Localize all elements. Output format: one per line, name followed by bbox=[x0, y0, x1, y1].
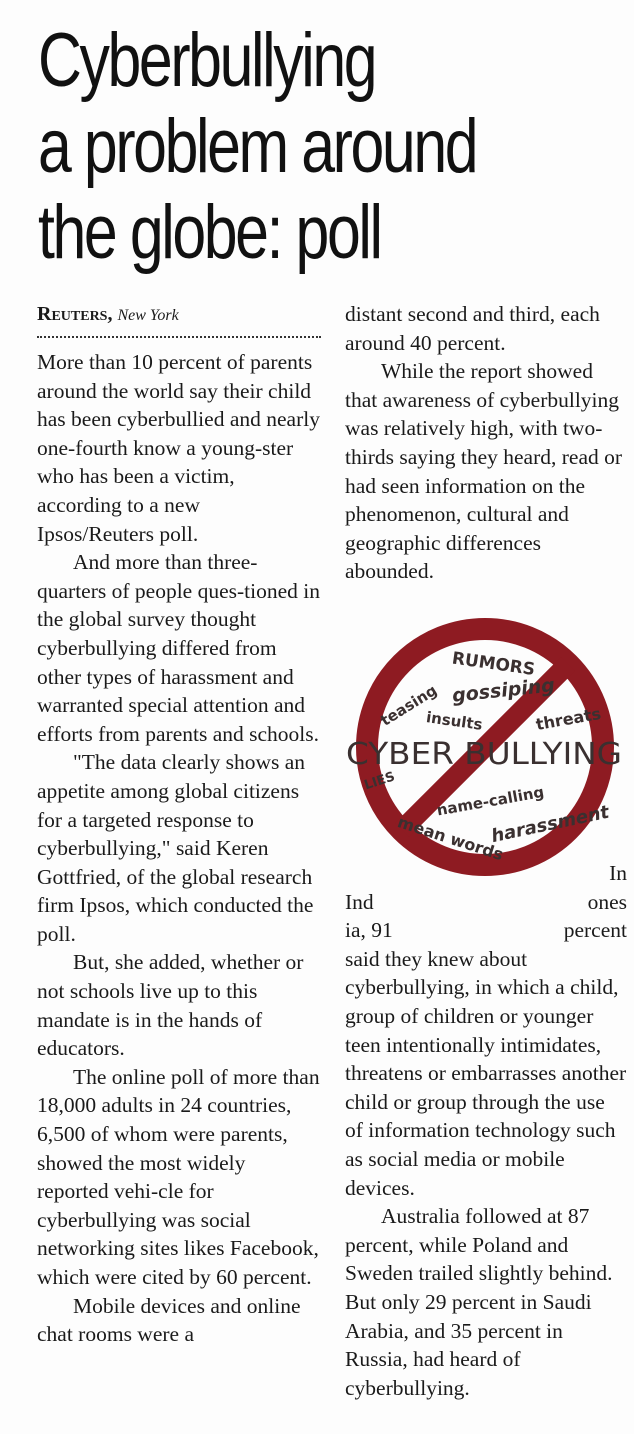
byline bbox=[37, 300, 321, 330]
article-right-column-top bbox=[345, 300, 627, 586]
word-threats: threats bbox=[534, 703, 603, 735]
wrap-line-2-right: percent bbox=[563, 918, 627, 943]
paragraph: And more than three-quarters of people ques-tioned in the global survey thought cyberbullying differed from other types of harassment and warranted special attention and efforts from parents and schools. bbox=[37, 550, 320, 746]
paragraph: The online poll of more than 18,000 adults in 24 countries, 6,500 of whom were parents, showed the most widely reported vehi-cle for cyberbullying was social networking sites likes Facebook, which were cited by 60 percent. bbox=[37, 1064, 320, 1289]
article-right-column-bottom bbox=[345, 859, 627, 1402]
article-left-column bbox=[37, 300, 321, 1349]
wrap-lead-in: In bbox=[609, 861, 627, 885]
wrap-line-1-right: ones bbox=[587, 889, 627, 914]
paragraph: distant second and third, each around 40 percent. bbox=[345, 302, 600, 355]
headline-line-1: Cyberbullying bbox=[38, 18, 376, 103]
wrap-line-1 bbox=[345, 888, 627, 917]
word-lies: LIES bbox=[362, 769, 397, 794]
word-name-calling: name-calling bbox=[435, 782, 546, 820]
byline-location: New York bbox=[117, 307, 179, 324]
word-harassment: harassment bbox=[489, 801, 611, 848]
paragraph: said they knew about cyberbullying, in which a child, group of children or younger teen intentionally intimidates, threatens or embarrasses another child or group through the use of information technology such as social media or mobile devices. bbox=[345, 946, 627, 1200]
headline-line-3: the globe: poll bbox=[38, 190, 381, 275]
wrap-line-2-left: ia, 91 bbox=[345, 918, 393, 943]
paragraph: But, she added, whether or not schools live up to this mandate is in the hands of educators. bbox=[37, 950, 304, 1061]
paragraph: Mobile devices and online chat rooms were a bbox=[37, 1293, 301, 1347]
byline-agency: Reuters, bbox=[37, 303, 113, 325]
byline-divider bbox=[37, 336, 321, 338]
word-rumors: RUMORS bbox=[450, 648, 537, 681]
paragraph: "The data clearly shows an appetite among global citizens for a targeted response to cyberbullying," said Keren Gottfried, of the global research firm Ipsos, which conducted the poll. bbox=[37, 750, 314, 946]
word-teasing: teasing bbox=[377, 681, 441, 730]
paragraph: More than 10 percent of parents around the world say their child has been cyberbullied and nearly one-fourth know a young-ster who has been a victim, according to a new Ipsos/Reuters poll. bbox=[37, 350, 320, 546]
paragraph: While the report showed that awareness of cyberbullying was relatively high, with two-thirds saying they heard, read or had seen information on the phenomenon, cultural and geographic differences abounded. bbox=[345, 359, 623, 584]
paragraph: Australia followed at 87 percent, while Poland and Sweden trailed slightly behind. But only 29 percent in Saudi Arabia, and 35 percent in Russia, had heard of cyberbullying. bbox=[345, 1204, 613, 1400]
word-insults: insults bbox=[425, 708, 484, 734]
headline bbox=[38, 18, 510, 276]
word-cyber-bullying: CYBER BULLYING bbox=[346, 737, 622, 772]
word-mean-words: mean words bbox=[395, 812, 506, 865]
word-gossiping: gossiping bbox=[451, 674, 556, 707]
wrap-line-1-left: Ind bbox=[345, 889, 374, 914]
wrap-line-2 bbox=[345, 916, 627, 945]
cyberbullying-prohibition-icon bbox=[340, 602, 630, 892]
headline-line-2: a problem around bbox=[38, 104, 477, 189]
